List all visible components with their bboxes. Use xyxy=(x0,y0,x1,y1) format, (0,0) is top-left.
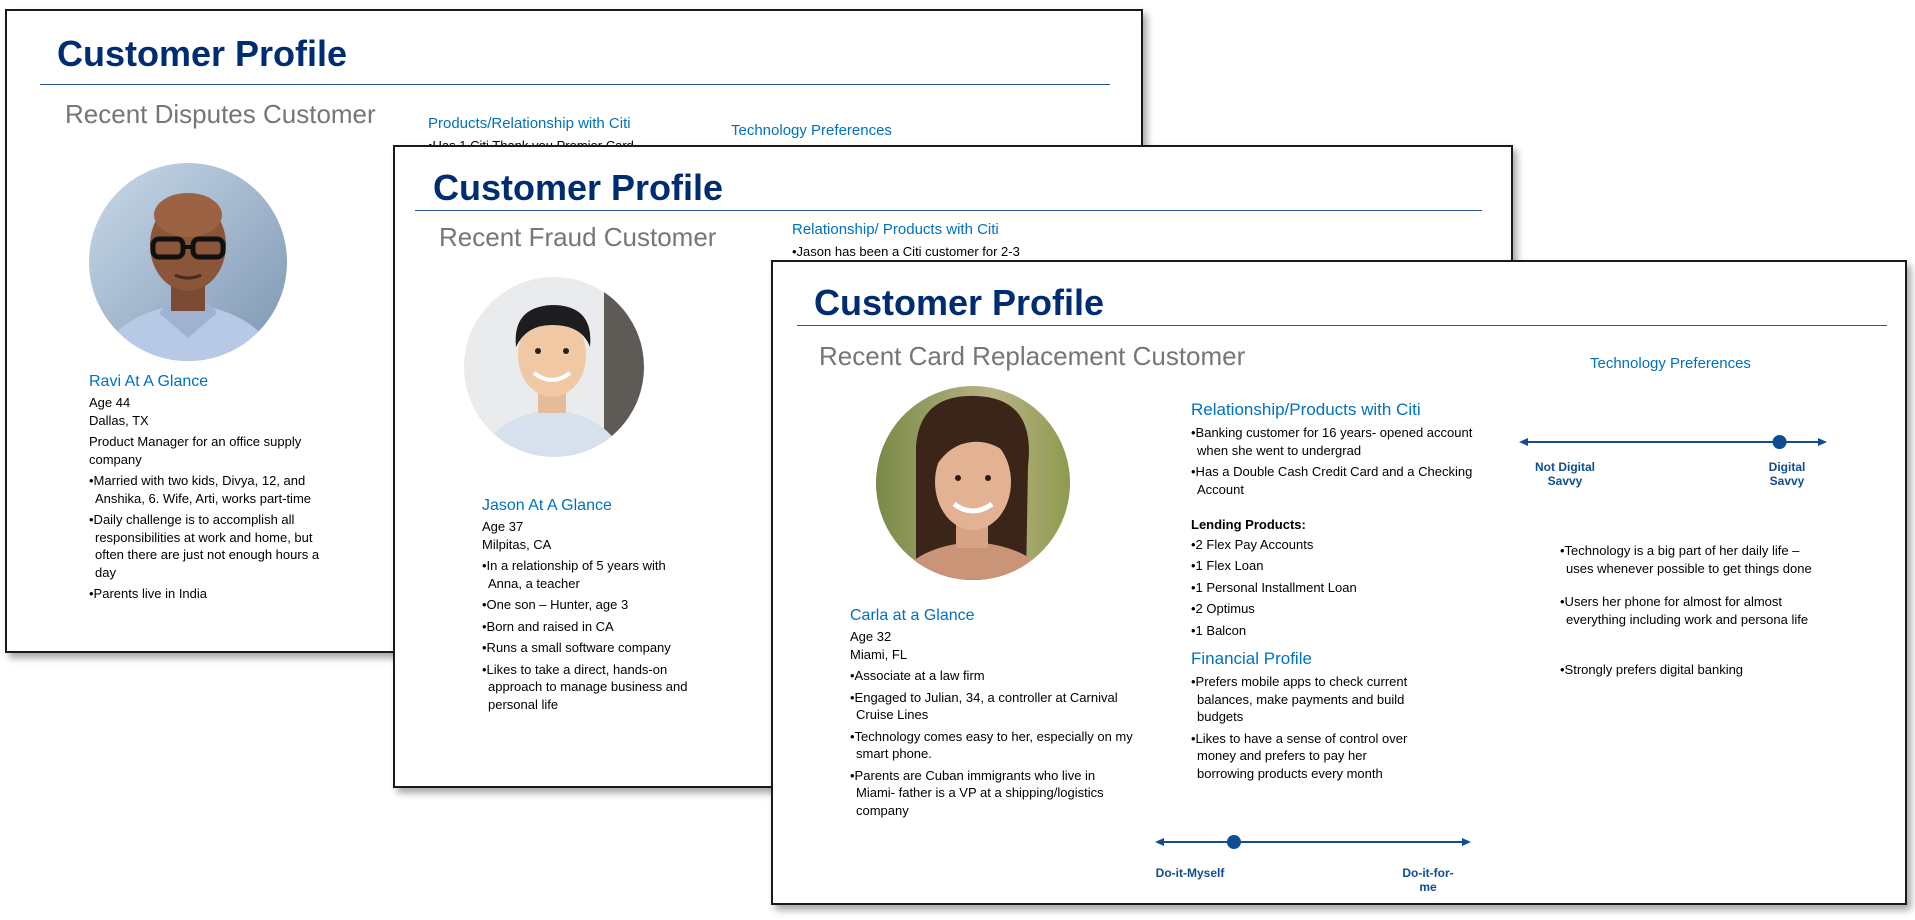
profile-line: Miami, FL xyxy=(850,646,908,662)
profile-bullet: •Daily challenge is to accomplish all responsibilities at work and home, but often there are just not enough hours a day xyxy=(89,512,320,580)
arrow-right-icon xyxy=(1462,838,1471,846)
customer-photo xyxy=(876,386,1070,580)
lending-item: •1 Flex Loan xyxy=(1191,558,1264,573)
profile-bullet: •In a relationship of 5 years with Anna, a teacher xyxy=(482,558,666,591)
relationship-fragment: •Jason has been a Citi customer for 2-3 xyxy=(792,244,1020,259)
relationship-section xyxy=(1191,400,1491,786)
slide-subtitle: Recent Disputes Customer xyxy=(65,99,376,129)
slide-title: Customer Profile xyxy=(814,282,1105,323)
arrow-right-icon xyxy=(1818,438,1827,446)
profile-bullet: •Likes to take a direct, hands-on approach to manage business and personal life xyxy=(482,661,688,712)
arrow-left-icon xyxy=(1519,438,1528,446)
slide-subtitle: Recent Card Replacement Customer xyxy=(819,341,1246,371)
glance-title: Ravi At A Glance xyxy=(89,373,209,390)
slide-title: Customer Profile xyxy=(57,33,348,74)
tech-bullets xyxy=(1560,542,1830,683)
profile-bullet: •Technology comes easy to her, especially on my smart phone. xyxy=(850,728,1133,761)
financial-bullet: •Likes to have a sense of control over money and prefers to pay her borrowing products every month xyxy=(1191,730,1408,781)
profile-bullet: •Parents live in India xyxy=(89,586,208,601)
arrow-left-icon xyxy=(1155,838,1164,846)
slide-subtitle: Recent Fraud Customer xyxy=(439,222,717,252)
profile-bullet: •Married with two kids, Divya, 12, and Anshika, 6. Wife, Arti, works part-time xyxy=(89,473,312,506)
profile-line: Product Manager for an office supply company xyxy=(89,434,302,467)
relationship-bullet: •Has a Double Cash Credit Card and a Checking Account xyxy=(1191,464,1473,497)
tech-heading: Technology Preferences xyxy=(731,122,892,139)
lending-item: •2 Flex Pay Accounts xyxy=(1191,536,1314,552)
tech-bullet: •Users her phone for almost for almost everything including work and persona life xyxy=(1560,594,1809,627)
lending-heading: Lending Products: xyxy=(1191,517,1306,532)
profile-line: Age 32 xyxy=(850,629,892,644)
scale-right-label: Do-it-for-me xyxy=(1402,866,1454,894)
lending-item: •2 Optimus xyxy=(1191,601,1255,616)
lending-item: •1 Personal Installment Loan xyxy=(1191,579,1357,595)
profile-bullet: •Born and raised in CA xyxy=(482,618,614,634)
title-divider xyxy=(797,325,1887,326)
tech-bullet: •Technology is a big part of her daily life – uses whenever possible to get things done xyxy=(1560,543,1812,576)
relationship-heading: Products/Relationship with Citi xyxy=(428,115,631,132)
scale-marker xyxy=(1227,835,1241,849)
profile-bullet: •One son – Hunter, age 3 xyxy=(482,597,629,612)
glance-title: Jason At A Glance xyxy=(482,497,612,514)
title-divider xyxy=(40,84,1110,85)
customer-photo xyxy=(89,163,287,361)
scale-right-label: Digital Savvy xyxy=(1768,460,1806,488)
profile-bullet: •Runs a small software company xyxy=(482,640,671,655)
profile-line: Age 37 xyxy=(482,519,524,534)
title-divider xyxy=(415,210,1482,211)
profile-line: Milpitas, CA xyxy=(482,536,552,552)
relationship-bullet: •Banking customer for 16 years- opened account when she went to undergrad xyxy=(1191,425,1473,458)
profile-bullet: •Associate at a law firm xyxy=(850,668,985,683)
financial-heading: Financial Profile xyxy=(1191,649,1312,668)
scale-left-label: Do-it-Myself xyxy=(1155,866,1225,880)
tech-bullet: •Strongly prefers digital banking xyxy=(1560,662,1744,677)
slide-card-replacement-customer xyxy=(771,260,1907,905)
profile-glance xyxy=(850,607,1135,823)
lending-item: •1 Balcon xyxy=(1191,622,1247,638)
profile-glance xyxy=(482,497,692,717)
relationship-heading: Relationship/ Products with Citi xyxy=(792,221,999,238)
profile-line: Dallas, TX xyxy=(89,412,149,428)
tech-scale xyxy=(1517,432,1829,452)
profile-bullet: •Parents are Cuban immigrants who live in Miami- father is a VP at a shipping/logistics company xyxy=(850,767,1104,818)
relationship-heading: Relationship/Products with Citi xyxy=(1191,400,1421,419)
customer-photo xyxy=(464,277,644,457)
profile-bullet: •Engaged to Julian, 34, a controller at Carnival Cruise Lines xyxy=(850,689,1118,722)
profile-glance xyxy=(89,373,334,607)
slide-title: Customer Profile xyxy=(433,167,724,208)
scale-left-label: Not Digital Savvy xyxy=(1535,460,1595,488)
scale-marker xyxy=(1773,435,1787,449)
tech-heading: Technology Preferences xyxy=(1590,355,1751,372)
profile-line: Age 44 xyxy=(89,395,131,410)
financial-bullet: •Prefers mobile apps to check current balances, make payments and build budgets xyxy=(1191,674,1408,724)
diy-scale xyxy=(1153,832,1473,852)
glance-title: Carla at a Glance xyxy=(850,607,975,624)
